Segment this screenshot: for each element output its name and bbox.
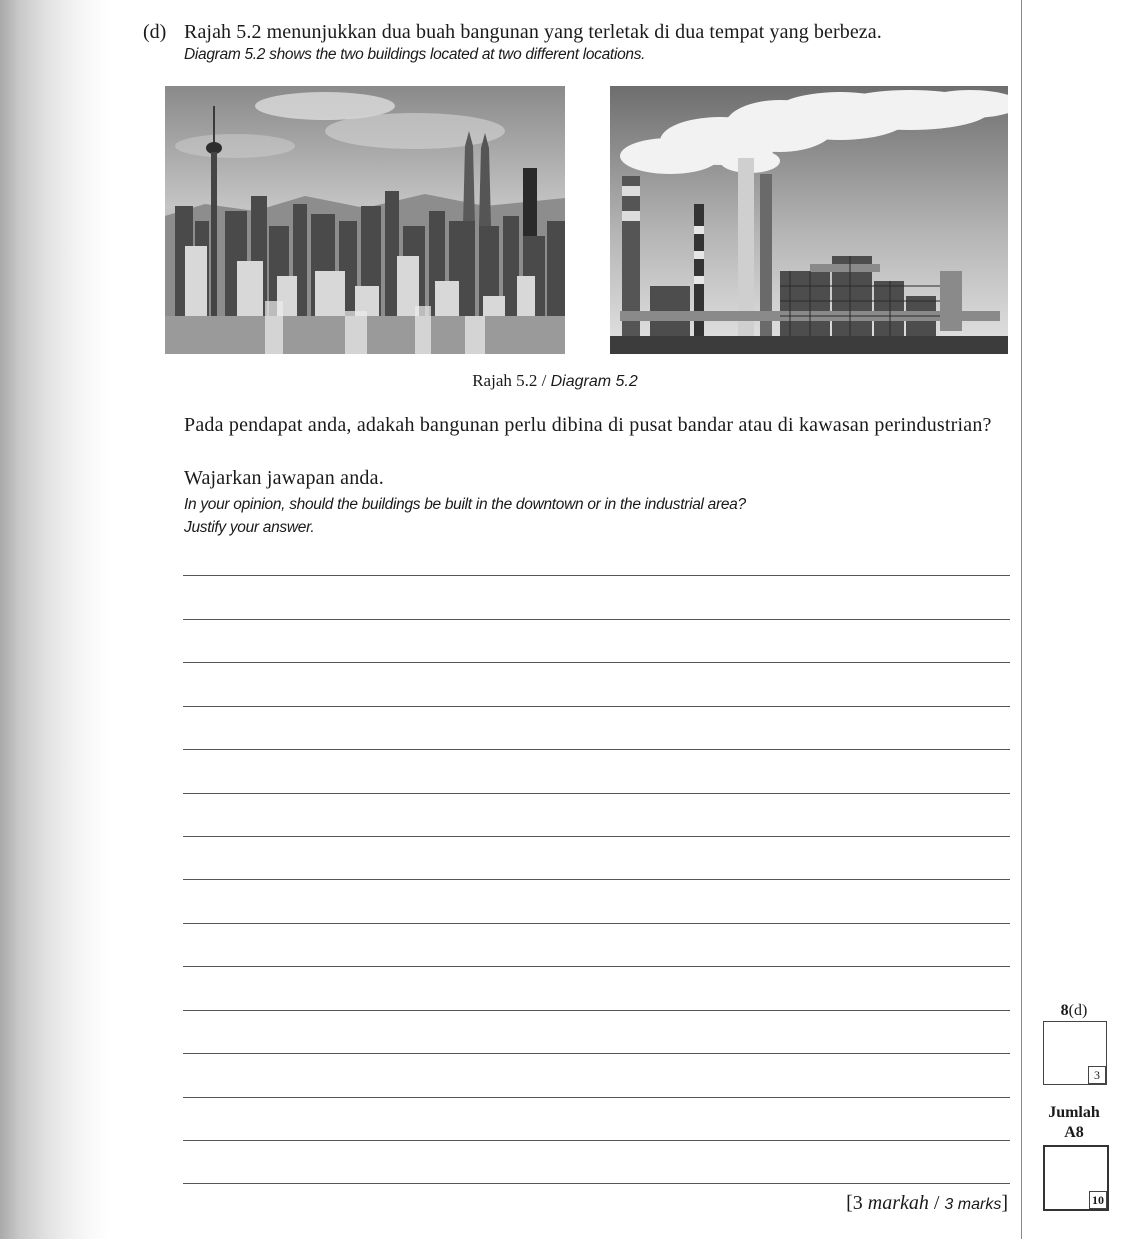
caption-english: Diagram 5.2 [550,373,638,390]
caption-malay: Rajah 5.2 [472,371,538,390]
city-skyline-photo [165,86,565,354]
answer-line[interactable] [183,879,1010,880]
total-label: Jumlah [1048,1104,1100,1121]
question-text-english: Diagram 5.2 shows the two buildings located at two different locations. [184,46,646,63]
total-section: A8 [1064,1124,1084,1141]
total-max-score: 10 [1089,1191,1107,1209]
answer-line[interactable] [183,1097,1010,1098]
question-score-box[interactable] [1043,1021,1107,1085]
marks-close: ] [1001,1192,1008,1214]
prompt-malay-justify: Wajarkan jawapan anda. [184,467,384,489]
figure-caption [0,371,1110,391]
question-score-label [1048,1002,1100,1020]
answer-line[interactable] [183,619,1010,620]
question-label: (d) [143,21,167,43]
industrial-plant-photo [610,86,1008,354]
answer-line[interactable] [183,662,1010,663]
question-text-malay: Rajah 5.2 menunjukkan dua buah bangunan yang terletak di dua tempat yang berbeza. [184,21,882,43]
total-score-box[interactable] [1043,1145,1109,1211]
margin-rule [1021,0,1022,1239]
page-edge-shadow [0,0,110,1239]
marks-allocation [846,1192,1008,1215]
answer-line[interactable] [183,966,1010,967]
marks-malay: markah [867,1192,929,1214]
prompt-english-justify: Justify your answer. [184,519,315,536]
question-number: 8 [1060,1002,1069,1019]
answer-line[interactable] [183,923,1010,924]
prompt-english [184,493,746,539]
answer-line[interactable] [183,1010,1010,1011]
caption-separator: / [537,371,551,390]
answer-line[interactable] [183,1053,1010,1054]
answer-line[interactable] [183,1140,1010,1141]
answer-line[interactable] [183,706,1010,707]
prompt-malay: Pada pendapat anda, adakah bangunan perlu dibina di pusat bandar atau di kawasan perindustrian? [184,414,992,436]
answer-line[interactable] [183,749,1010,750]
answer-line[interactable] [183,836,1010,837]
total-score-label [1036,1103,1112,1143]
answer-line[interactable] [183,575,1010,576]
answer-line[interactable] [183,1183,1010,1184]
question-max-score: 3 [1088,1066,1106,1084]
question-part: (d) [1068,1002,1088,1019]
answer-line[interactable] [183,793,1010,794]
marks-separator: / [928,1192,945,1214]
marks-open: [3 [846,1192,868,1214]
marks-english: 3 marks [944,1196,1002,1213]
prompt-english-question: In your opinion, should the buildings be built in the downtown or in the industrial area? [184,496,746,513]
